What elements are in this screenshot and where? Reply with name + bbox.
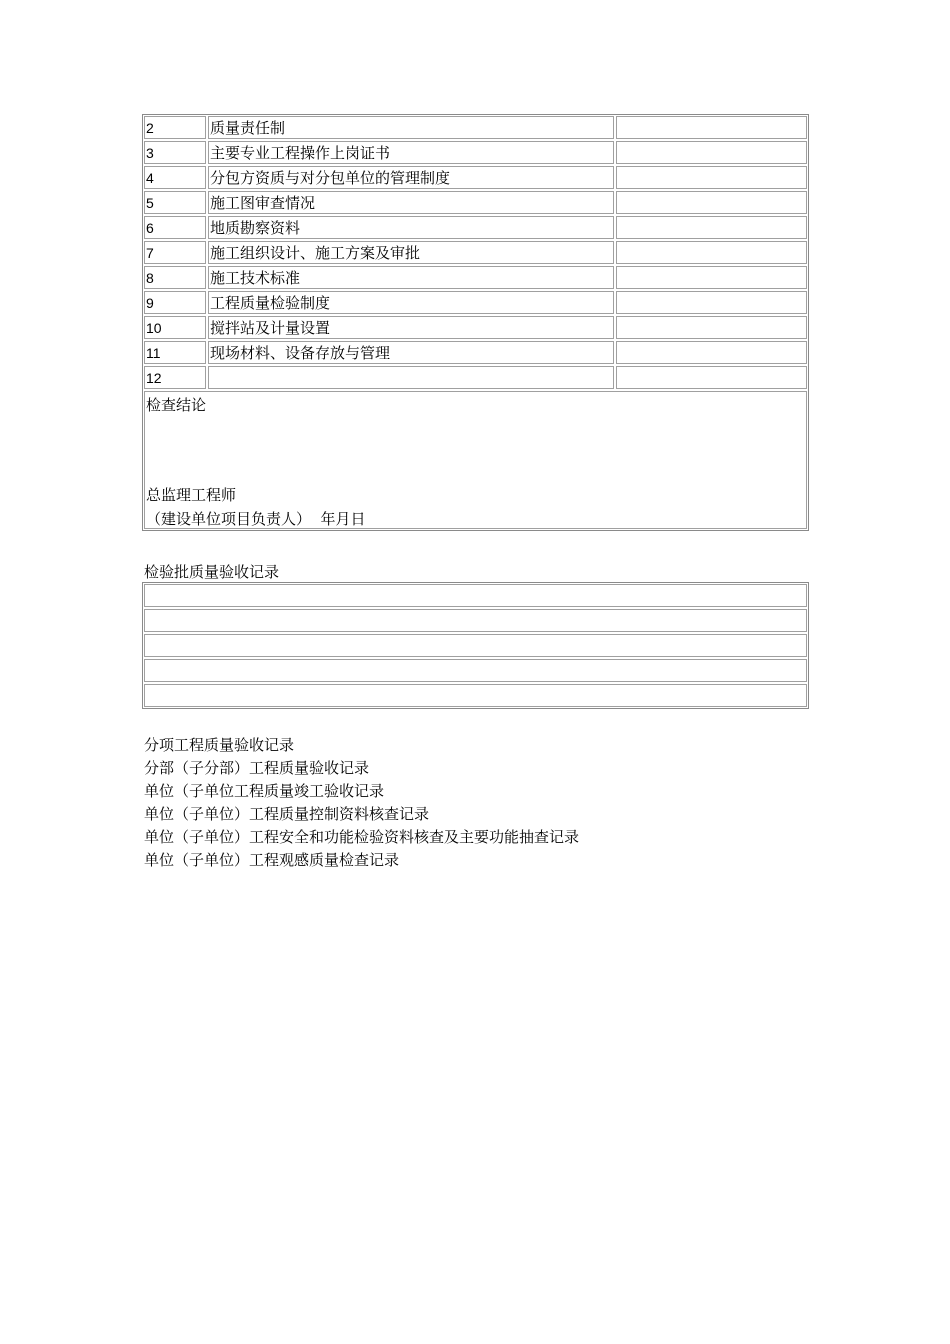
- row-result: [616, 191, 807, 214]
- record-list-item: 单位（子单位工程质量竣工验收记录: [144, 782, 385, 800]
- row-number: 10: [144, 316, 206, 339]
- batch-record-table: [142, 582, 809, 709]
- record-list-item: 分项工程质量验收记录: [144, 736, 295, 754]
- record-list: [144, 734, 579, 872]
- table-row: [144, 266, 807, 289]
- conclusion-cell: [144, 391, 807, 529]
- blank-row: [144, 584, 807, 607]
- row-number: 2: [144, 116, 206, 139]
- table-row: [144, 366, 807, 389]
- row-number: 6: [144, 216, 206, 239]
- row-number: 11: [144, 341, 206, 364]
- check-table-rows: [144, 116, 807, 389]
- table-row: [144, 141, 807, 164]
- row-result: [616, 241, 807, 264]
- row-result: [616, 341, 807, 364]
- blank-row: [144, 609, 807, 632]
- signature-subtitle: （建设单位项目负责人） 年月日: [146, 510, 366, 528]
- row-item: 地质勘察资料: [208, 216, 614, 239]
- row-result: [616, 216, 807, 239]
- table-row: [144, 116, 807, 139]
- batch-record-title: 检验批质量验收记录: [144, 563, 280, 581]
- blank-row: [144, 659, 807, 682]
- row-number: 5: [144, 191, 206, 214]
- row-item: 施工组织设计、施工方案及审批: [208, 241, 614, 264]
- quality-check-table: [142, 114, 809, 531]
- record-list-item: 单位（子单位）工程安全和功能检验资料核查及主要功能抽查记录: [144, 828, 580, 846]
- row-item: 施工图审查情况: [208, 191, 614, 214]
- blank-row: [144, 684, 807, 707]
- row-item: 分包方资质与对分包单位的管理制度: [208, 166, 614, 189]
- blank-row: [144, 634, 807, 657]
- row-result: [616, 316, 807, 339]
- row-item: 主要专业工程操作上岗证书: [208, 141, 614, 164]
- row-item: 现场材料、设备存放与管理: [208, 341, 614, 364]
- table-row: [144, 341, 807, 364]
- row-item: 搅拌站及计量设置: [208, 316, 614, 339]
- row-result: [616, 366, 807, 389]
- row-item: 质量责任制: [208, 116, 614, 139]
- row-number: 3: [144, 141, 206, 164]
- row-result: [616, 166, 807, 189]
- table-row: [144, 241, 807, 264]
- conclusion-label: 检查结论: [146, 396, 207, 414]
- signature-title: 总监理工程师: [146, 486, 237, 504]
- row-result: [616, 116, 807, 139]
- table-row: [144, 316, 807, 339]
- table-row: [144, 191, 807, 214]
- row-item: 施工技术标准: [208, 266, 614, 289]
- row-number: 4: [144, 166, 206, 189]
- record-list-item: 单位（子单位）工程质量控制资料核查记录: [144, 805, 430, 823]
- table-row: [144, 291, 807, 314]
- record-list-item: 单位（子单位）工程观感质量检查记录: [144, 851, 400, 869]
- table-row: [144, 216, 807, 239]
- row-number: 12: [144, 366, 206, 389]
- row-number: 8: [144, 266, 206, 289]
- record-list-item: 分部（子分部）工程质量验收记录: [144, 759, 370, 777]
- row-result: [616, 266, 807, 289]
- row-item: [208, 366, 614, 389]
- row-number: 9: [144, 291, 206, 314]
- row-result: [616, 291, 807, 314]
- row-number: 7: [144, 241, 206, 264]
- table-row: [144, 166, 807, 189]
- row-result: [616, 141, 807, 164]
- row-item: 工程质量检验制度: [208, 291, 614, 314]
